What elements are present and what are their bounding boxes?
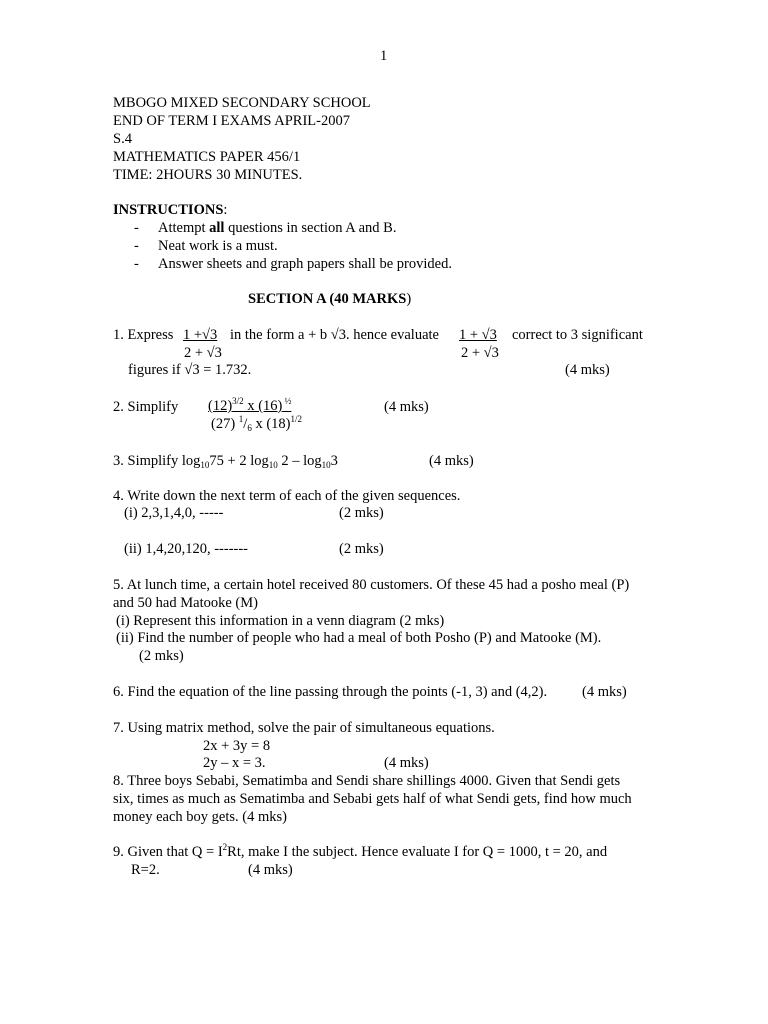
- section-a-title: SECTION A (40 MARKS): [248, 291, 412, 307]
- q1-middle: in the form a + b √3. hence evaluate: [230, 327, 439, 343]
- instruction-1: Attempt all questions in section A and B.: [158, 220, 397, 236]
- q5-part-i: (i) Represent this information in a venn diagram (2 mks): [116, 613, 445, 629]
- q8-line3: money each boy gets. (4 mks): [113, 809, 287, 825]
- q7-equation-2: 2y – x = 3.: [203, 755, 266, 771]
- q4-part-ii-marks: (2 mks): [339, 541, 384, 557]
- q8-line1: 8. Three boys Sebabi, Sematimba and Sendi share shillings 4000. Given that Sendi gets: [113, 773, 621, 789]
- q5-line1: 5. At lunch time, a certain hotel received 80 customers. Of these 45 had a posho meal (P): [113, 577, 630, 593]
- q1-fraction2-numerator: 1 + √3: [459, 327, 497, 343]
- exam-title: END OF TERM I EXAMS APRIL-2007: [113, 113, 350, 129]
- q1-tail: correct to 3 significant: [512, 327, 643, 343]
- bullet-2: -: [134, 238, 139, 254]
- q9-line1: 9. Given that $Q = I^2Rt$, make I the subject. Hence evaluate I for Q = 1000, t = 20, and: [113, 842, 608, 860]
- q2-marks: (4 mks): [384, 399, 429, 415]
- q4-text: 4. Write down the next term of each of the given sequences.: [113, 488, 461, 504]
- q1-marks: (4 mks): [565, 362, 610, 378]
- time-allowed: TIME: 2HOURS 30 MINUTES.: [113, 167, 303, 183]
- paper-title: MATHEMATICS PAPER 456/1: [113, 149, 301, 165]
- page-number: 1: [380, 48, 388, 64]
- q4-part-i: (i) 2,3,1,4,0, -----: [124, 505, 224, 521]
- bullet-3: -: [134, 256, 139, 272]
- instruction-2: Neat work is a must.: [158, 238, 278, 254]
- q3-marks: (4 mks): [429, 453, 474, 469]
- q3-expression: 3. Simplify $\log_{10}75 + 2$ $\log_{10} 2 - \log_{10}3$: [113, 453, 338, 470]
- class-label: S.4: [113, 131, 132, 147]
- q9-marks: (4 mks): [248, 862, 293, 878]
- instruction-3: Answer sheets and graph papers shall be provided.: [158, 256, 452, 272]
- q1-line2: figures if √3 = 1.732.: [128, 362, 252, 378]
- bullet-1: -: [134, 220, 139, 236]
- q5-part-ii-marks: (2 mks): [139, 648, 184, 664]
- q6-marks: (4 mks): [582, 684, 627, 700]
- instructions-heading: INSTRUCTIONS:: [113, 202, 228, 218]
- q9-line2: R=2.: [131, 862, 160, 878]
- q4-part-ii: (ii) 1,4,20,120, -------: [124, 541, 249, 557]
- q6-text: 6. Find the equation of the line passing through the points (-1, 3) and (4,2).: [113, 684, 548, 700]
- q1-fraction1-denominator: 2 + √3: [184, 345, 222, 361]
- q2-numerator: $(12)^{3/2}$ x (16) $^{\frac{1}{2}}$: [208, 396, 292, 414]
- q7-marks: (4 mks): [384, 755, 429, 771]
- q1-lead: 1. Express: [113, 327, 174, 343]
- q1-fraction2-denominator: 2 + √3: [461, 345, 499, 361]
- q1-fraction1-numerator: 1 +√3: [183, 327, 218, 343]
- school-name: MBOGO MIXED SECONDARY SCHOOL: [113, 95, 371, 111]
- q8-line2: six, times as much as Sematimba and Sebabi gets half of what Sendi gets, find how much: [113, 791, 632, 807]
- q5-part-ii: (ii) Find the number of people who had a meal of both Posho (P) and Matooke (M).: [116, 630, 602, 646]
- q7-equation-1: 2x + 3y = 8: [203, 738, 271, 754]
- q2-denominator: (27) $^1/_6$ x $(18)^{1/2}$: [211, 414, 303, 433]
- q5-line2: and 50 had Matooke (M): [113, 595, 258, 611]
- q4-part-i-marks: (2 mks): [339, 505, 384, 521]
- q7-text: 7. Using matrix method, solve the pair of simultaneous equations.: [113, 720, 495, 736]
- q2-lead: 2. Simplify: [113, 399, 179, 415]
